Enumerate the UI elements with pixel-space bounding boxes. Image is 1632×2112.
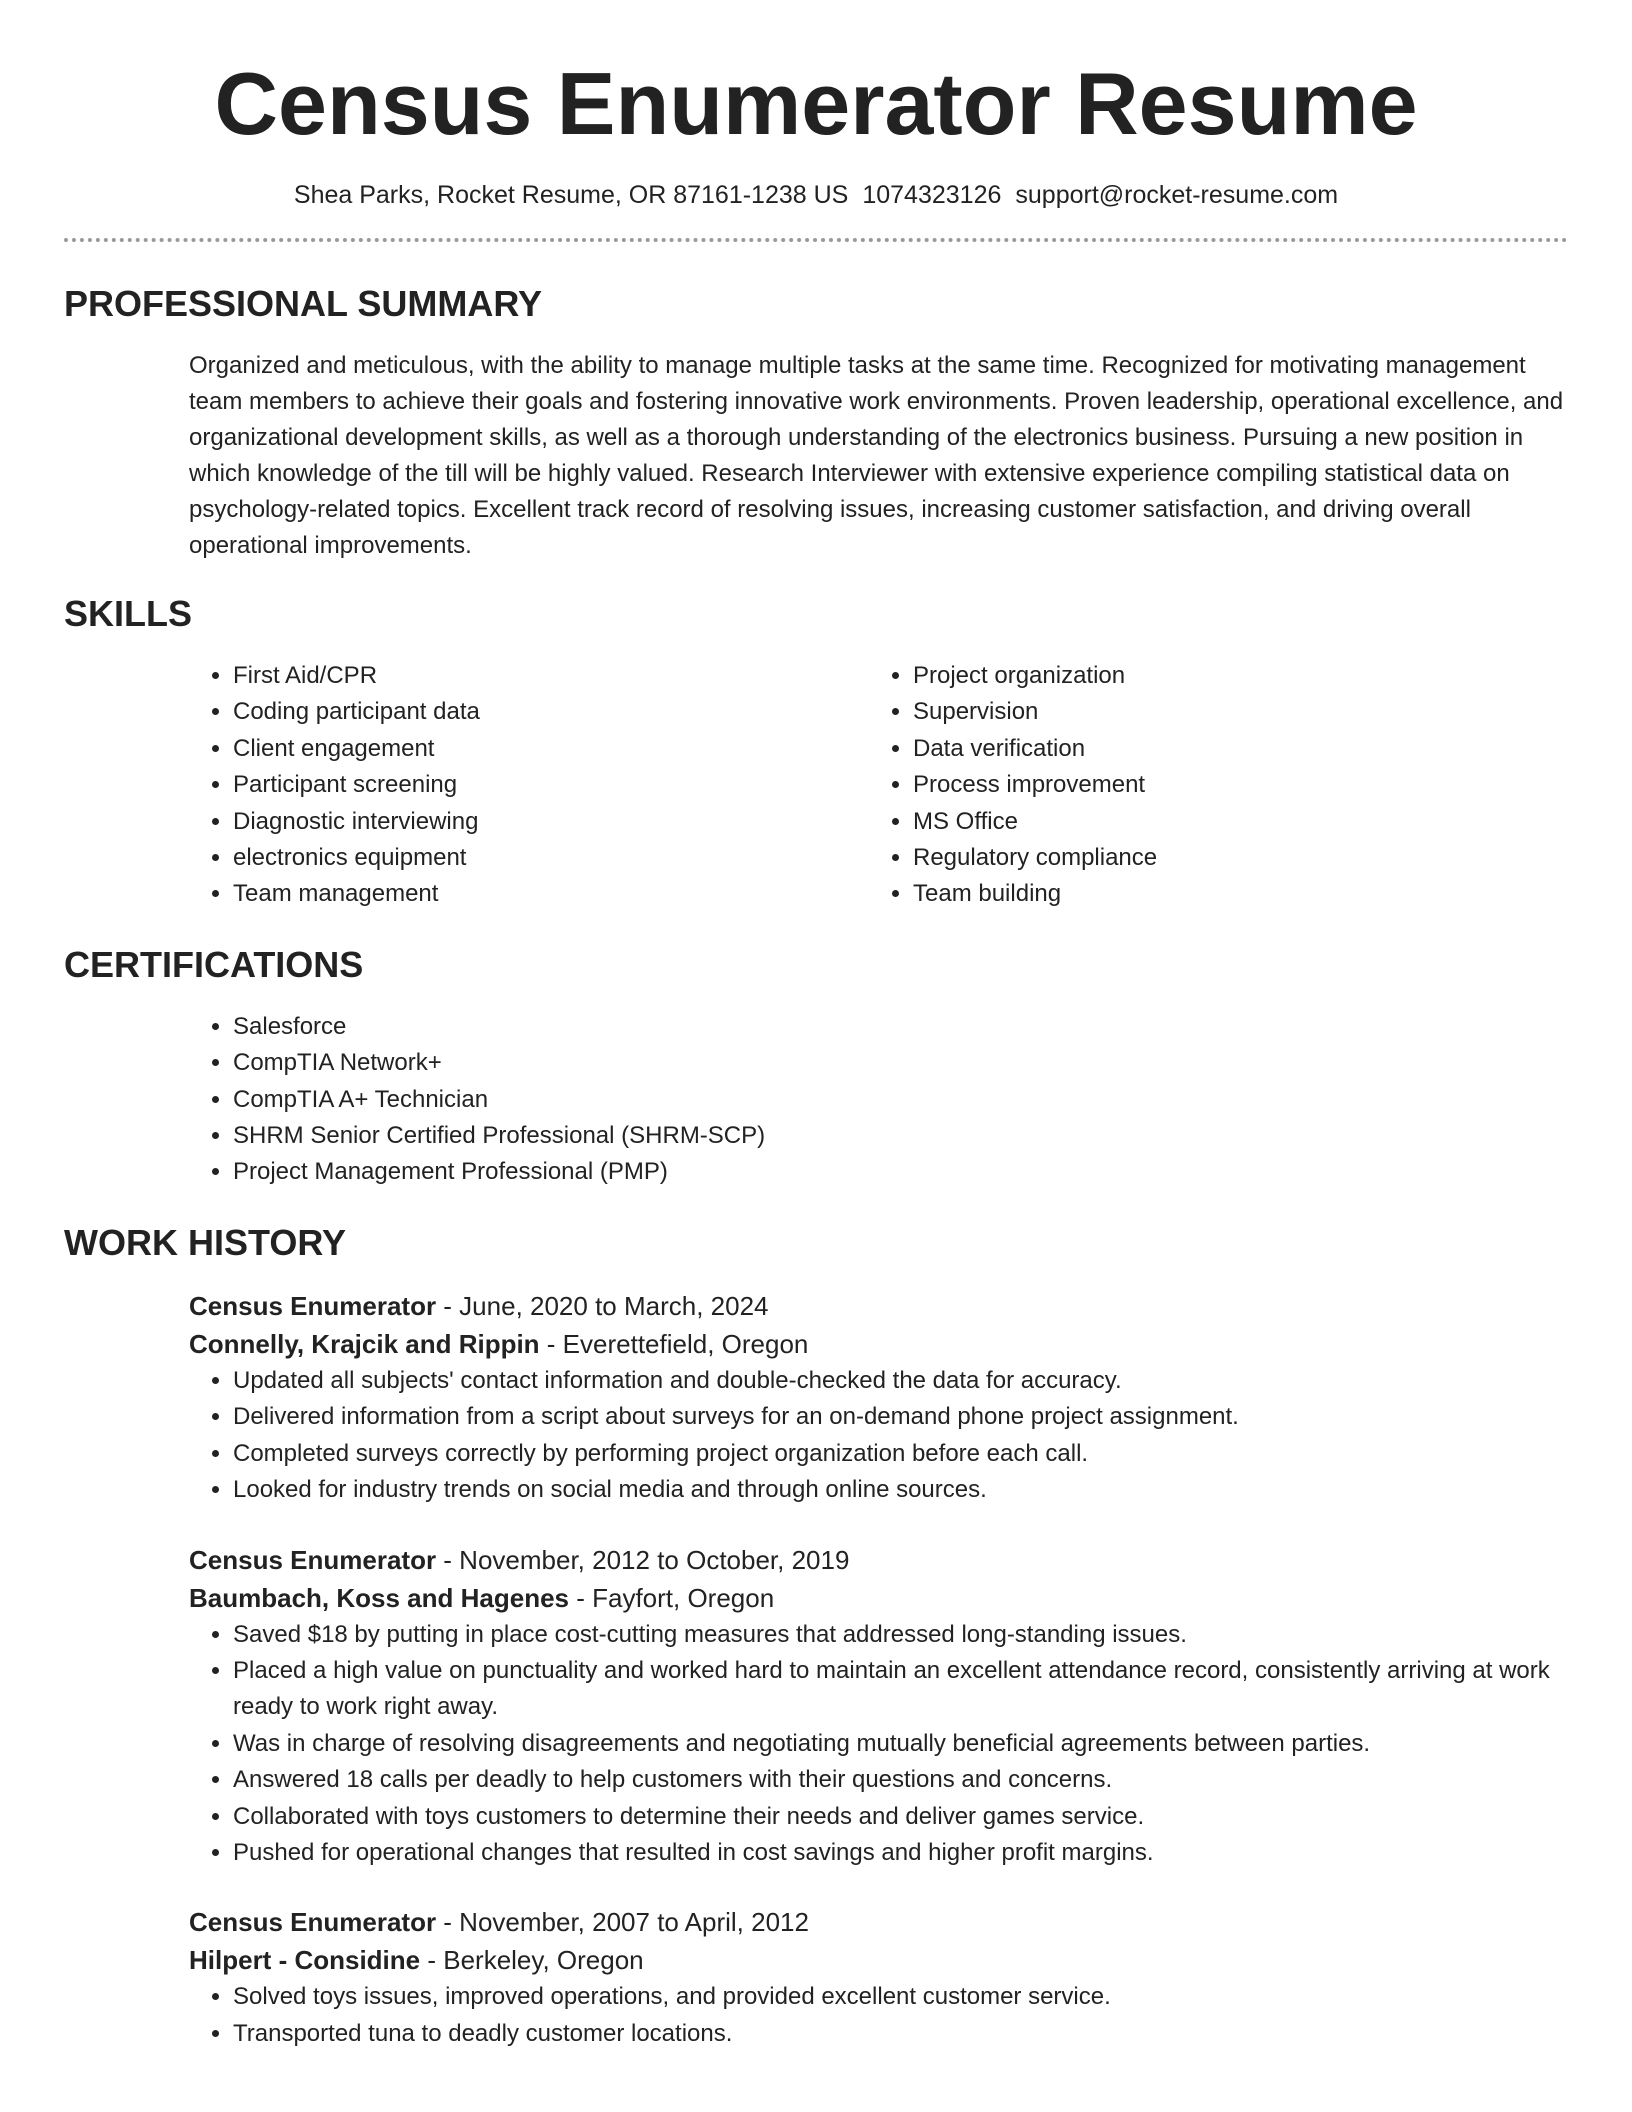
certifications-list — [189, 1009, 1568, 1191]
certification-item: • CompTIA Network+ — [233, 1045, 1568, 1081]
job-bullets — [189, 1617, 1564, 1872]
job-dates: - June, 2020 to March, 2024 — [436, 1290, 769, 1321]
skills-section — [64, 592, 1568, 913]
job-entry — [189, 1541, 1564, 1872]
job-bullet: • Transported tuna to deadly customer locations. — [233, 2016, 1564, 2052]
job-company-line — [189, 1579, 1564, 1617]
certification-item: • CompTIA A+ Technician — [233, 1082, 1568, 1118]
certification-item: • Project Management Professional (PMP) — [233, 1154, 1568, 1190]
job-company: Baumbach, Koss and Hagenes — [189, 1582, 569, 1613]
summary-text: Organized and meticulous, with the ability to manage multiple tasks at the same time. Recognized for motivating management team members to achieve their goals and fostering innovative work environments. Proven leadership, operational excellence, and organizational development skills, as well as a thorough understanding of the electronics business. Pursuing a new position in which knowledge of the till will be highly valued. Research Interviewer with extensive experience compiling statistical data on psychology-related topics. Excellent track record of resolving issues, increasing customer satisfaction, and driving overall operational improvements. — [189, 352, 1564, 559]
header-divider — [64, 238, 1568, 242]
certifications-wrap — [189, 1009, 1568, 1191]
contact-email: support@rocket-resume.com — [1015, 181, 1339, 209]
skills-heading: SKILLS — [64, 593, 193, 634]
resume-page — [64, 0, 1568, 2052]
job-bullet: • Pushed for operational changes that resulted in cost savings and higher profit margins. — [233, 1835, 1564, 1871]
skill-item: • Coding participant data — [233, 694, 869, 730]
contact-line — [64, 178, 1568, 212]
job-bullet: • Placed a high value on punctuality and worked hard to maintain an excellent attendance record, consistently arriving at work ready to work right away. — [233, 1653, 1564, 1726]
job-bullets — [189, 1363, 1564, 1509]
skill-item: • Supervision — [913, 694, 1549, 730]
resume-title: Census Enumerator Resume — [214, 54, 1418, 153]
skill-item: • Participant screening — [233, 767, 869, 803]
skill-item: • MS Office — [913, 804, 1549, 840]
job-title-line — [189, 1541, 1564, 1579]
skill-item: • Client engagement — [233, 731, 869, 767]
skills-list-left — [189, 658, 869, 913]
job-company-line — [189, 1941, 1564, 1979]
job-title: Census Enumerator — [189, 1290, 437, 1321]
job-bullet: • Updated all subjects' contact information and double-checked the data for accuracy. — [233, 1363, 1564, 1399]
job-dates: - November, 2012 to October, 2019 — [436, 1544, 850, 1575]
certification-item: • Salesforce — [233, 1009, 1568, 1045]
certification-item: • SHRM Senior Certified Professional (SHRM-SCP) — [233, 1118, 1568, 1154]
summary-heading: PROFESSIONAL SUMMARY — [64, 283, 543, 324]
skills-column-left — [189, 658, 869, 913]
job-bullet: • Completed surveys correctly by performing project organization before each call. — [233, 1436, 1564, 1472]
job-title-line — [189, 1287, 1564, 1325]
skill-item: • Team management — [233, 876, 869, 912]
skill-item: • First Aid/CPR — [233, 658, 869, 694]
job-title: Census Enumerator — [189, 1907, 437, 1938]
certifications-heading: CERTIFICATIONS — [64, 943, 364, 985]
job-company: Hilpert - Considine — [189, 1945, 421, 1976]
summary-section — [64, 282, 1568, 564]
work-history-section — [64, 1221, 1568, 2052]
job-bullet: • Was in charge of resolving disagreements and negotiating mutually beneficial agreements between parties. — [233, 1726, 1564, 1762]
job-bullet: • Solved toys issues, improved operations, and provided excellent customer service. — [233, 1979, 1564, 2015]
job-bullet: • Delivered information from a script about surveys for an on-demand phone project assignment. — [233, 1399, 1564, 1435]
work-history-heading: WORK HISTORY — [64, 1221, 347, 1263]
skills-list-right — [869, 658, 1549, 913]
contact-address: Shea Parks, Rocket Resume, OR 87161-1238 US — [293, 181, 849, 209]
skill-item: • Team building — [913, 876, 1549, 912]
job-bullet: • Collaborated with toys customers to determine their needs and deliver games service. — [233, 1799, 1564, 1835]
skill-item: • Process improvement — [913, 767, 1549, 803]
skills-column-right — [869, 658, 1549, 913]
skills-columns — [189, 658, 1564, 913]
job-title: Census Enumerator — [189, 1544, 437, 1575]
job-bullet: • Looked for industry trends on social media and through online sources. — [233, 1472, 1564, 1508]
job-title-line — [189, 1903, 1564, 1941]
job-location: - Fayfort, Oregon — [569, 1582, 775, 1613]
skill-item: • electronics equipment — [233, 840, 869, 876]
job-entry — [189, 1287, 1564, 1509]
certifications-section — [64, 943, 1568, 1191]
job-location: - Everettefield, Oregon — [539, 1328, 809, 1359]
skill-item: • Project organization — [913, 658, 1549, 694]
skill-item: • Regulatory compliance — [913, 840, 1549, 876]
job-bullet: • Saved $18 by putting in place cost-cutting measures that addressed long-standing issues. — [233, 1617, 1564, 1653]
job-company-line — [189, 1325, 1564, 1363]
job-entry — [189, 1903, 1564, 2052]
skill-item: • Data verification — [913, 731, 1549, 767]
job-bullets — [189, 1979, 1564, 2052]
job-bullet: • Answered 18 calls per deadly to help customers with their questions and concerns. — [233, 1762, 1564, 1798]
contact-phone: 1074323126 — [862, 181, 1002, 209]
job-location: - Berkeley, Oregon — [420, 1945, 644, 1976]
skill-item: • Diagnostic interviewing — [233, 804, 869, 840]
job-company: Connelly, Krajcik and Rippin — [189, 1328, 540, 1359]
job-dates: - November, 2007 to April, 2012 — [436, 1907, 809, 1938]
